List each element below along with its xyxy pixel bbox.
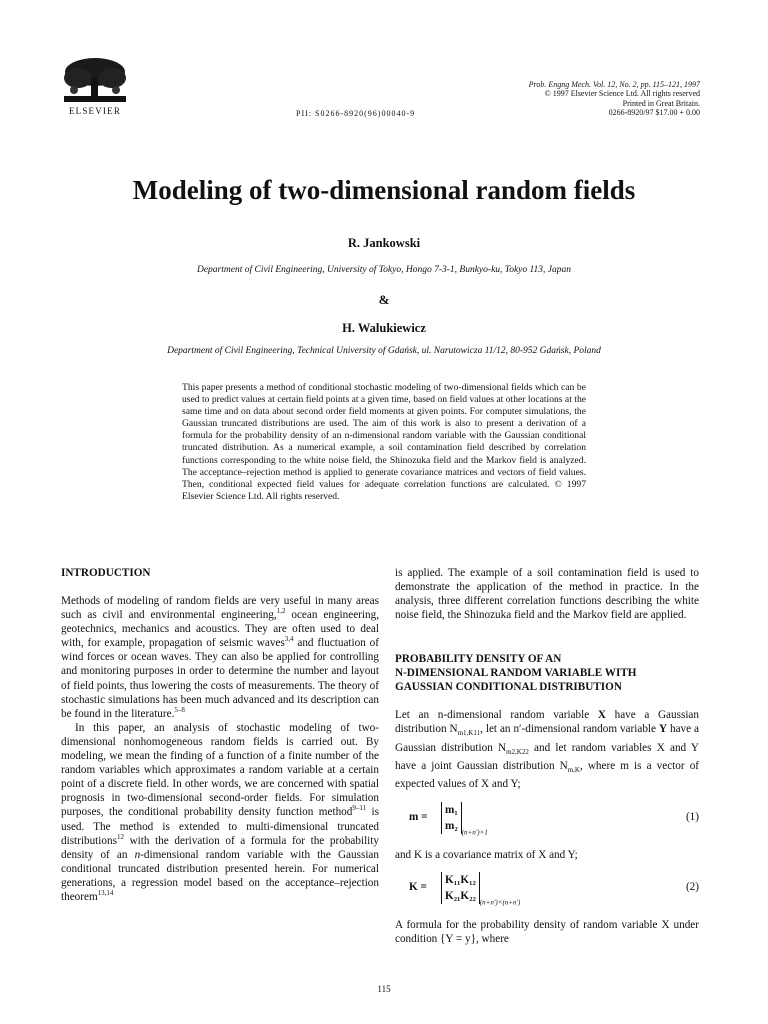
math-variable: X — [597, 709, 606, 722]
text-run: In this paper, an analysis of stochastic modeling of two-dimensional nonhomogeneous random fields is carried out. By modeling, we mean the finding of a function of a finite number of the random variables which approximates a random variable at a certain point of a discrete field. In other words, we are concerned with spatial prognosis in two-dimensional second-order fields. For simulation purposes, the conditional probability density function method — [61, 721, 379, 819]
equation-matrix — [441, 872, 520, 910]
intro-paragraph — [61, 594, 379, 721]
text-run: ocean engineering, geotechnics, mechanics and acoustics. They are often used to deal with, for example, propagation of seismic waves — [61, 609, 379, 650]
equation-lhs: K = — [409, 880, 427, 893]
author-affiliation: Department of Civil Engineering, Technical University of Gdańsk, ul. Narutowicza 11/12, 80-952 Gdańsk, Poland — [167, 346, 601, 356]
matrix-row: m₂ — [445, 819, 458, 832]
right-column — [395, 566, 699, 946]
equation-matrix — [441, 802, 488, 840]
reference-superscript: 3,4 — [284, 635, 294, 644]
body-paragraph — [395, 708, 699, 791]
author-name: H. Walukiewicz — [342, 321, 426, 335]
text-run: , let an n′-dimensional random variable — [480, 723, 659, 736]
paper-title: Modeling of two-dimensional random fields — [132, 175, 636, 205]
reference-superscript: 12 — [116, 832, 124, 841]
math-subscript: m,K — [567, 766, 580, 775]
math-subscript: m2,K22 — [506, 748, 529, 757]
citation-line: © 1997 Elsevier Science Ltd. All rights reserved — [544, 89, 700, 99]
pii-code: PII: S0266-8920(96)00040-9 — [296, 109, 416, 118]
equation-lhs: m = — [409, 810, 428, 823]
text-run: -dimensional random variable with the Gaussian conditional truncated distribution presented herein. For numerical generations, a regression model based on the acceptance–rejection theorem — [61, 848, 379, 903]
text-run: and let random variables X and Y have a joint Gaussian distribution N — [395, 741, 699, 773]
intro-paragraph — [61, 721, 379, 904]
publisher-name: ELSEVIER — [68, 106, 122, 116]
reference-superscript: 1,2 — [276, 607, 286, 616]
equation-2 — [395, 868, 699, 912]
citation-line: 0266-8920/97 $17.00 + 0.00 — [608, 108, 700, 118]
equation-number: (1) — [685, 810, 699, 823]
elsevier-tree-icon — [60, 56, 130, 104]
matrix-dimension: (n+n′)×(n+n′) — [479, 898, 521, 907]
journal-citation — [529, 80, 700, 118]
text-run: , where m is a vector of expected values of X and Y; — [395, 760, 700, 791]
matrix-row: K₁₁K₁₂ — [445, 873, 476, 886]
matrix-row: m₁ — [445, 803, 458, 816]
abstract: This paper presents a method of conditional stochastic modeling of two-dimensional fields which can be used to predict values at certain field points at a given time, based on field values at other locations at the same time and on data about second order field moments at given points. For computer simulations, the Gaussian truncated distributions are used. The aim of this work is also to present a derivation of a formula for the probability density of an n-dimensional random variable with the Gaussian conditional truncated distribution. As a numerical example, a soil contamination field described by correlation functions corresponding to the white noise field, the Shinozuka field and the Markov field is analyzed. The acceptance–rejection method is applied to generate covariance matrices and vectors of field values. Then, conditional expected field values for adequate correlation functions are calculated. © 1997 Elsevier Science Ltd. All rights reserved. — [182, 382, 586, 502]
equation-1 — [395, 798, 699, 842]
math-variable: n — [134, 848, 141, 861]
heading-line: PROBABILITY DENSITY OF AN — [395, 653, 562, 666]
author-name: R. Jankowski — [347, 236, 421, 250]
reference-superscript: 5–8 — [174, 705, 185, 714]
citation-line: Prob. Engng Mech. Vol. 12, No. 2, pp. 115–121, 1997 — [528, 80, 700, 89]
heading-line: N-DIMENSIONAL RANDOM VARIABLE WITH — [395, 667, 637, 680]
math-variable: Y — [658, 723, 668, 736]
citation-line: Printed in Great Britain. — [622, 98, 700, 108]
elsevier-logo — [60, 56, 130, 116]
body-paragraph: is applied. The example of a soil contamination field is used to demonstrate the application of the method in practice. In the analysis, three different correlation functions describing the white noise field, the Shinozuka field and the Markov field are applied. — [395, 567, 699, 622]
equation-number: (2) — [685, 880, 699, 893]
text-run: Methods of modeling of random fields are very useful in many areas such as civil and environmental engineering, — [61, 595, 379, 622]
author-affiliation: Department of Civil Engineering, University of Tokyo, Hongo 7-3-1, Bunkyo-ku, Tokyo 113, Japan — [196, 265, 572, 275]
page-number: 115 — [377, 984, 391, 994]
text-run: and fluctuation of wind forces or ocean waves. They can also be applied for controlling and monitoring purposes in order to determine the number and layout of field points, thus lowering the costs of measurements. The theory of stochastic simulations has been much advanced and its description can be found in the literature. — [61, 637, 379, 720]
reference-superscript: 13,14 — [97, 888, 114, 897]
body-paragraph: A formula for the probability density of random variable X under condition {Y = y}, where — [395, 918, 699, 945]
text-run: is used. The method is extended to multi-dimensional truncated distributions — [61, 806, 379, 847]
heading-line: GAUSSIAN CONDITIONAL DISTRIBUTION — [395, 681, 622, 694]
left-column — [61, 566, 379, 904]
section-heading-probability-density — [395, 652, 699, 694]
reference-superscript: 9–11 — [352, 804, 367, 813]
text-run: have a Gaussian distribution N — [395, 723, 699, 754]
text-run: Let an n-dimensional random variable — [395, 709, 598, 722]
body-paragraph: and K is a covariance matrix of X and Y; — [395, 848, 578, 861]
section-heading-introduction: INTRODUCTION — [61, 567, 151, 579]
author-separator: & — [378, 292, 390, 307]
math-subscript: m1,K11 — [457, 729, 481, 738]
matrix-row: K₂₁K₂₂ — [445, 889, 476, 902]
text-run: with the derivation of a formula for the probability density of an — [61, 834, 379, 861]
matrix-dimension: (n+n′)×1 — [461, 828, 488, 837]
text-run: have a Gaussian distribution N — [395, 709, 699, 736]
